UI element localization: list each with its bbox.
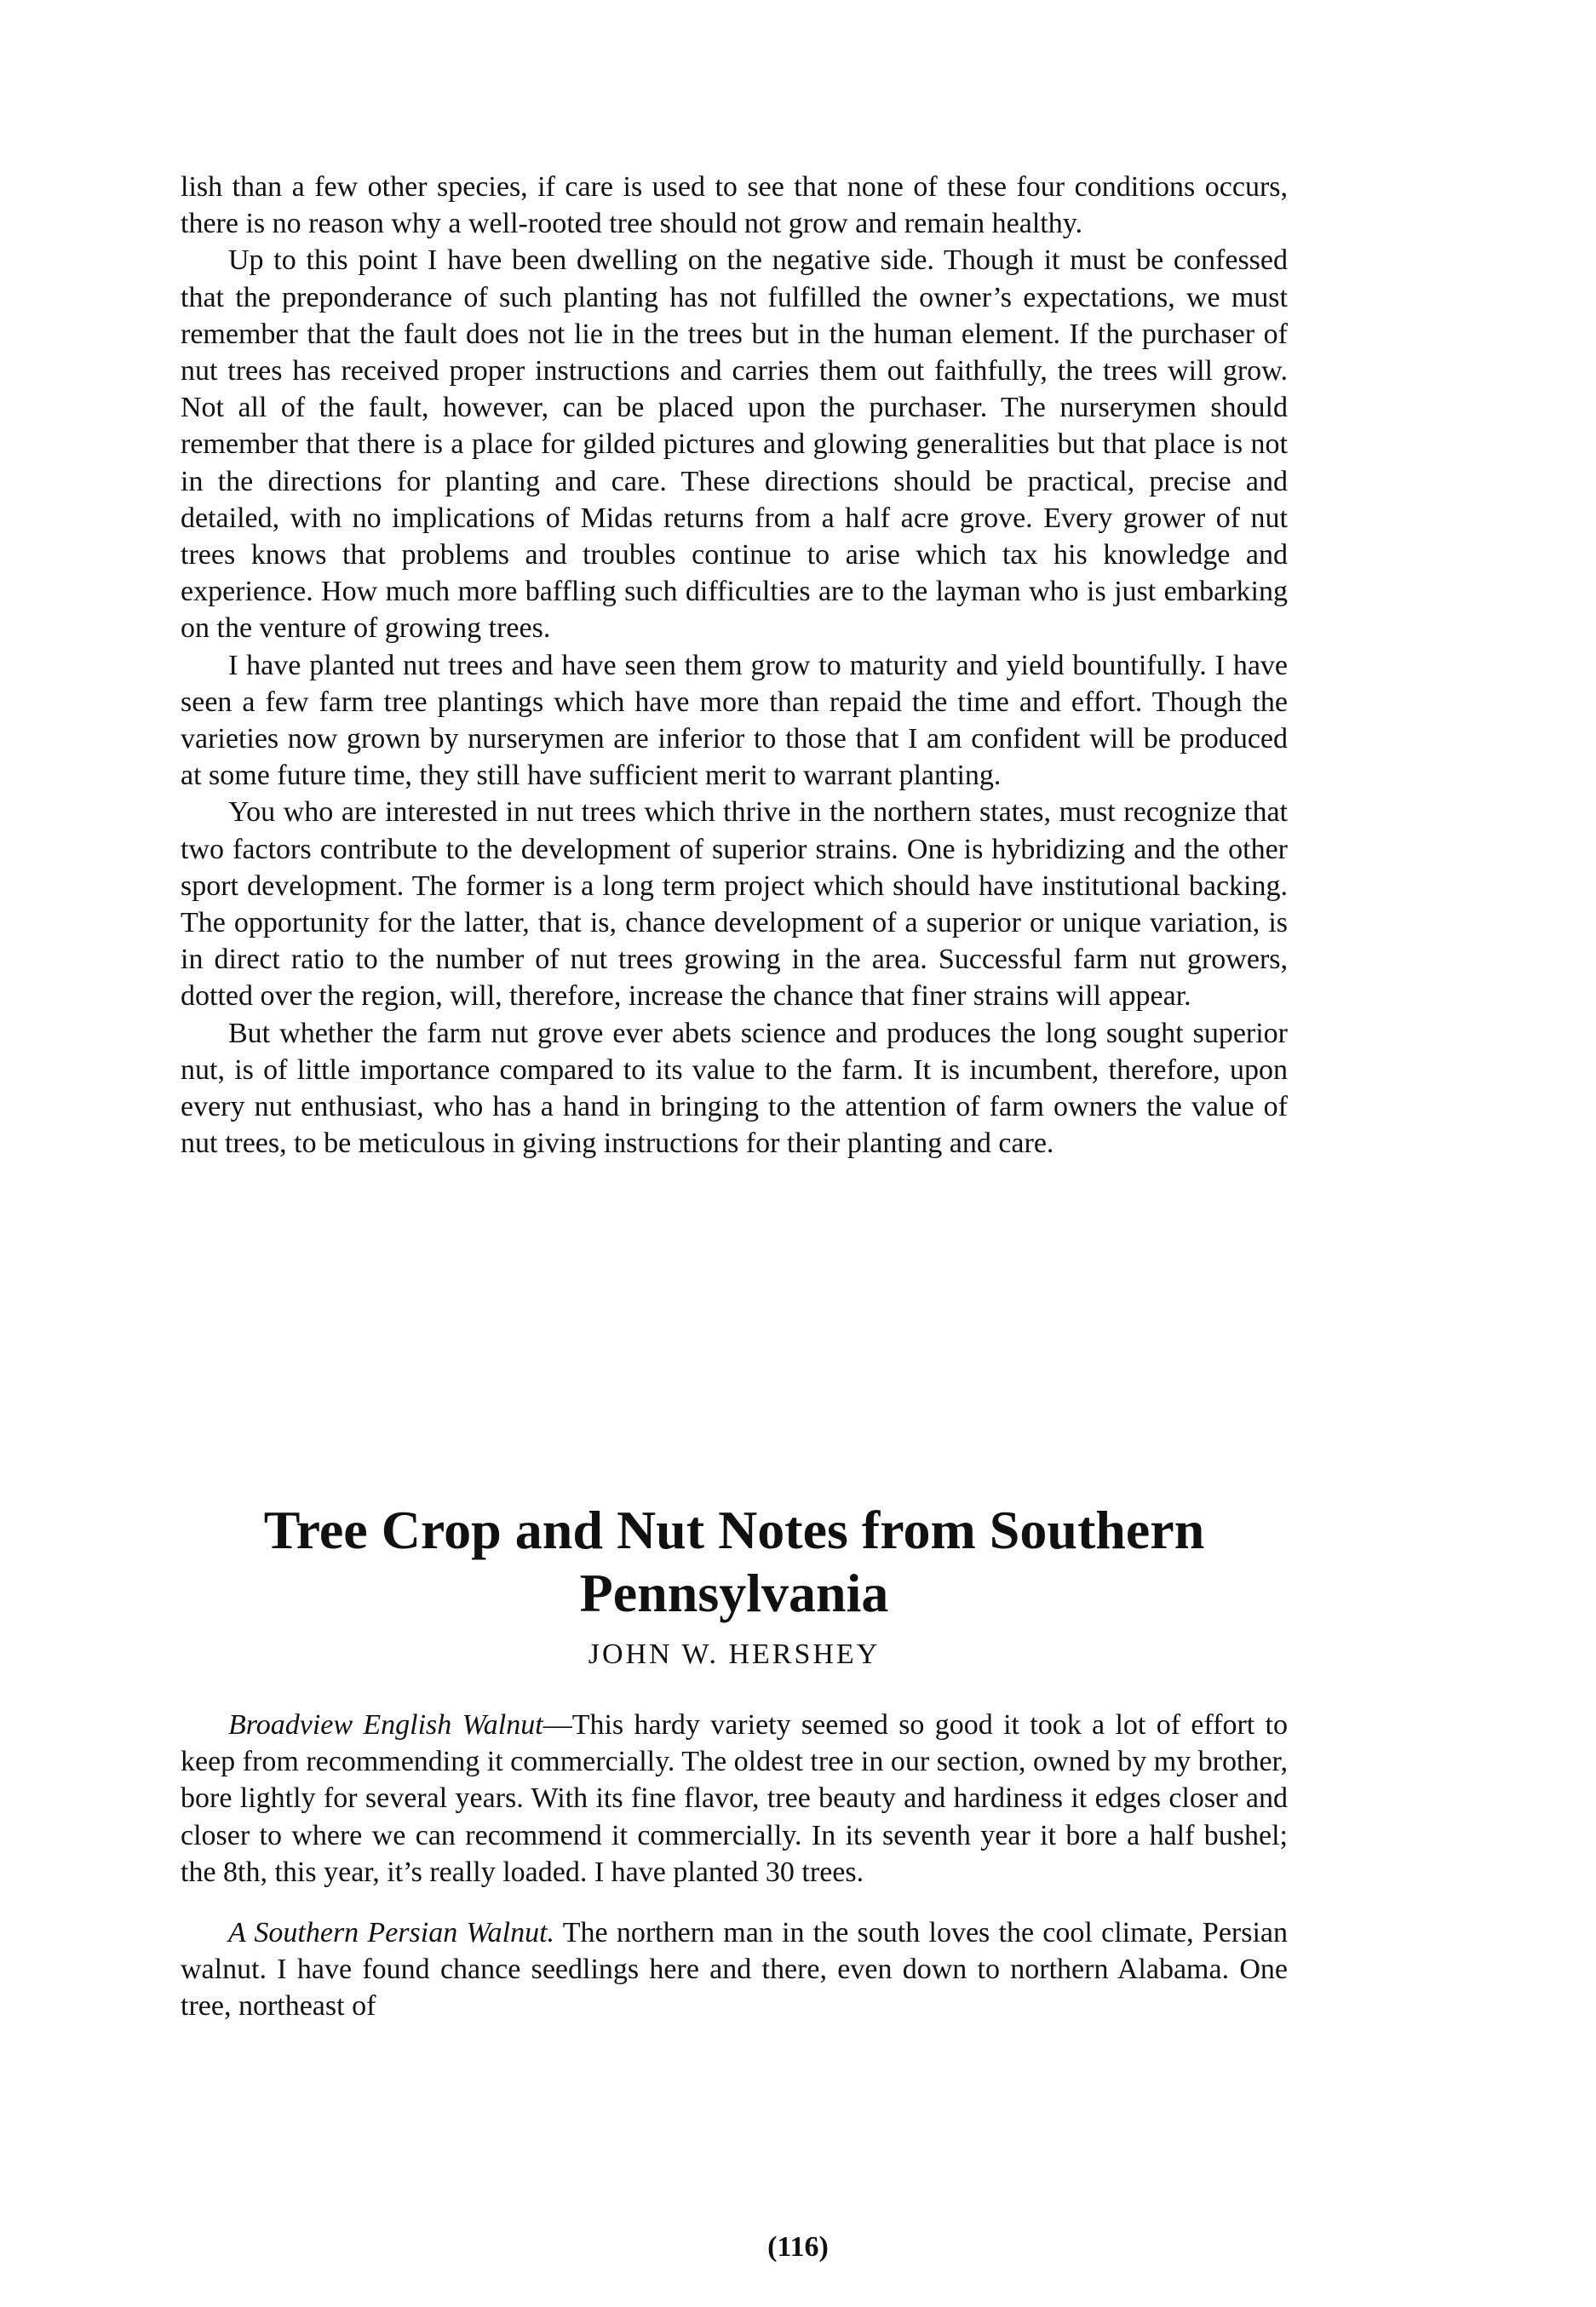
section-separator: — xyxy=(543,1709,572,1741)
section-separator xyxy=(554,1917,563,1948)
paragraph-5: But whether the farm nut grove ever abets science and produces the long sought superior nut, is of little importance compared to its value to the farm. It is incumbent, therefore, upon every nut enthusiast, who has a hand in bringing to the attention of farm owners the value of nut trees, to be meticulous in giving instructions for their planting and care. xyxy=(181,1017,1288,1160)
section-heading-southern-persian: A Southern Persian Walnut. xyxy=(228,1917,555,1949)
article-author: JOHN W. HERSHEY xyxy=(588,1638,881,1670)
paragraph-2: Up to this point I have been dwelling on the negative side. Though it must be confessed that the preponderance of such planting has not fulfilled the owner’s expectations, we must remember that the fault does not lie in the trees but in the human element. If the purchaser of nut trees has received proper instructions and carries them out faithfully, the trees will grow. Not all of the fault, however, can be placed upon the purchaser. The nurserymen should remember that there is a place for gilded pictures and glowing generalities but that place is not in the directions for planting and care. These directions should be practical, precise and detailed, with no implications of Midas returns from a half acre grove. Every grower of nut trees knows that problems and troubles continue to arise which tax his knowledge and experience. How much more baffling such difficulties are to the layman who is just embarking on the venture of growing trees. xyxy=(181,244,1288,645)
paragraph-4: You who are interested in nut trees which thrive in the northern states, must recognize that two factors contribute to the development of superior strains. One is hybridizing and the other sport development. The former is a long term project which should have institutional backing. The opportunity for the latter, that is, chance development of a superior or unique variation, is in direct ratio to the number of nut trees growing in the area. Successful farm nut growers, dotted over the region, will, therefore, increase the chance that finer strains will appear. xyxy=(181,796,1288,1013)
article-title: Tree Crop and Nut Notes from Southern Pennsylvania xyxy=(263,1500,1205,1623)
page-number: (116) xyxy=(767,2231,829,2263)
section-broadview xyxy=(181,1707,1288,1891)
section-text-broadview: This hardy variety seemed so good it took a lot of effort to keep from recommending it commercially. The oldest tree in our section, owned by my brother, bore lightly for several years. With its fine flavor, tree beauty and hardiness it edges closer and closer to where we can recommend it commercially. In its seventh year it bore a half bushel; the 8th, this year, it’s really loaded. I have planted 30 trees. xyxy=(181,1709,1289,1888)
section-text-southern-persian: The northern man in the south loves the cool climate, Persian walnut. I have found chance seedlings here and there, even down to northern Alabama. One tree, northeast of xyxy=(181,1917,1289,2023)
article-body xyxy=(181,1707,1288,2025)
paragraph-1: lish than a few other species, if care is used to see that none of these four conditions occurs, there is no reason why a well-rooted tree should not grow and remain healthy. xyxy=(181,171,1288,240)
section-heading-broadview: Broadview English Walnut xyxy=(228,1709,543,1741)
article-continuation xyxy=(181,169,1288,1162)
article-header xyxy=(181,1499,1288,1671)
section-southern-persian xyxy=(181,1914,1288,2025)
paragraph-3: I have planted nut trees and have seen them grow to maturity and yield bountifully. I have seen a few farm tree plantings which have more than repaid the time and effort. Though the varieties now grown by nurserymen are inferior to those that I am confident will be produced at some future time, they still have sufficient merit to warrant planting. xyxy=(181,649,1288,792)
